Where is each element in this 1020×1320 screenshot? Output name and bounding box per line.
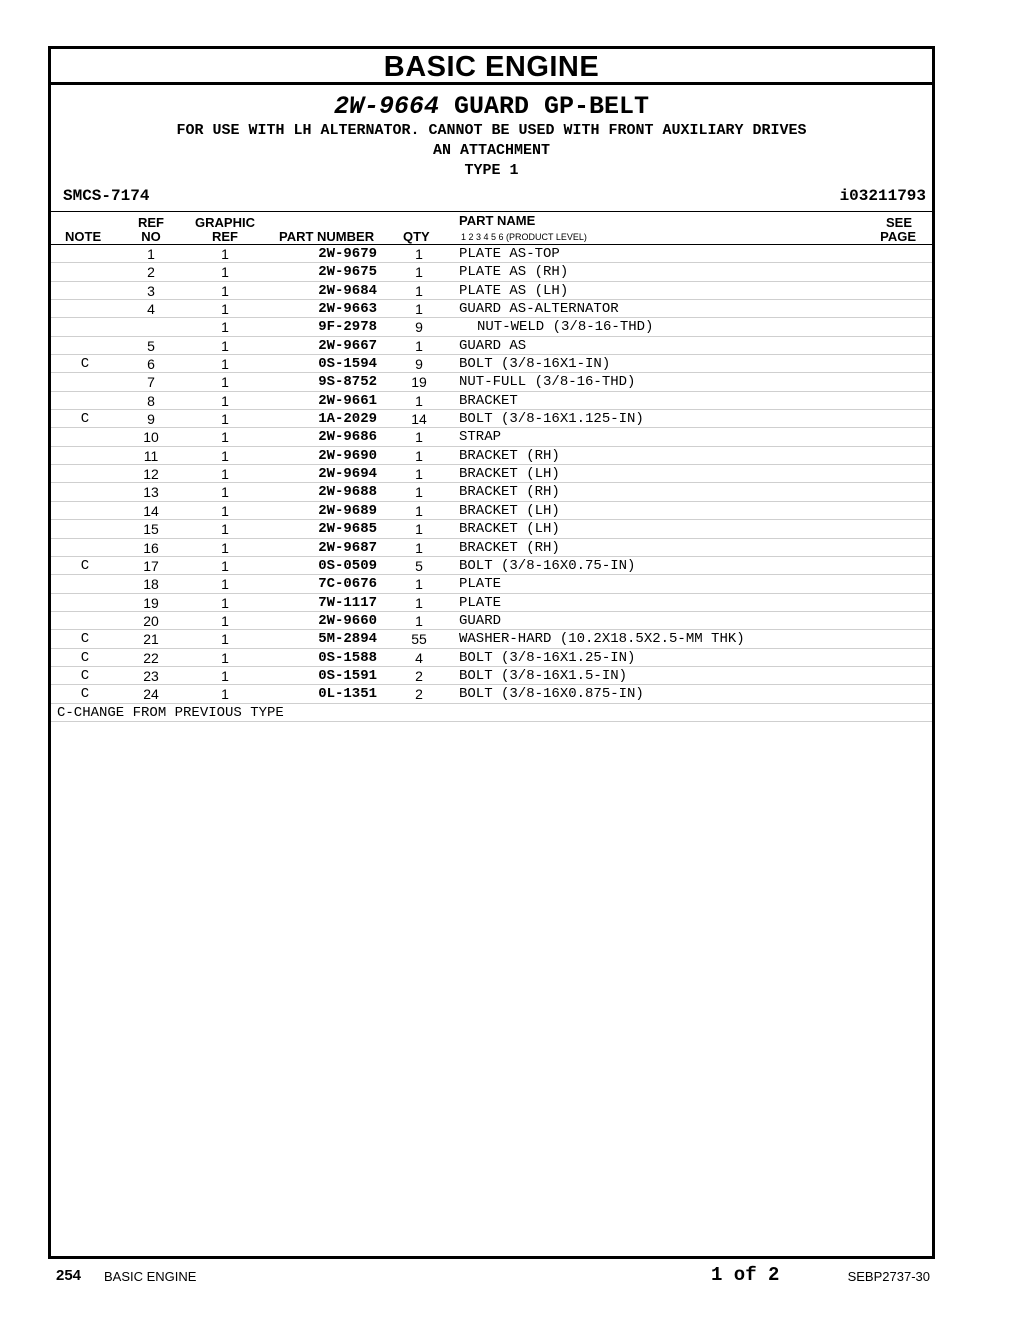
cell-part-name: BRACKET (LH) <box>459 466 560 483</box>
cell-qty: 1 <box>415 576 423 593</box>
cell-part-name: STRAP <box>459 429 502 446</box>
cell-part-number: 7C-0676 <box>318 576 377 593</box>
cell-part-name: PLATE AS-TOP <box>459 246 560 262</box>
cell-qty: 1 <box>415 502 423 519</box>
header-see-bottom: PAGE <box>880 229 916 244</box>
cell-qty: 1 <box>415 521 423 538</box>
cell-part-name: BOLT (3/8-16X1.25-IN) <box>459 649 636 666</box>
cell-ref-no: 4 <box>147 301 155 318</box>
table-row <box>51 447 932 465</box>
cell-graphic-ref: 1 <box>221 612 229 629</box>
cell-note: C <box>80 649 90 666</box>
table-row <box>51 428 932 446</box>
cell-part-number: 2W-9690 <box>318 447 377 464</box>
table-row <box>51 392 932 410</box>
cell-graphic-ref: 1 <box>221 411 229 428</box>
cell-part-name: BRACKET (LH) <box>459 502 560 519</box>
cell-ref-no: 5 <box>147 337 155 354</box>
table-row <box>51 300 932 318</box>
cell-part-name: GUARD AS <box>459 337 527 354</box>
cell-qty: 4 <box>415 649 423 666</box>
smcs-code: SMCS-7174 <box>63 187 150 205</box>
table-header <box>51 211 932 245</box>
cell-part-name: BOLT (3/8-16X1.125-IN) <box>459 411 644 428</box>
cell-part-name: PLATE AS (RH) <box>459 264 569 281</box>
cell-part-name: GUARD <box>459 612 502 629</box>
cell-ref-no: 10 <box>143 429 159 446</box>
cell-part-number: 0S-1591 <box>318 667 377 684</box>
cell-part-name: PLATE <box>459 576 502 593</box>
cell-ref-no: 20 <box>143 612 159 629</box>
table-row <box>51 263 932 281</box>
cell-qty: 1 <box>415 429 423 446</box>
cell-qty: 1 <box>415 484 423 501</box>
cell-qty: 1 <box>415 612 423 629</box>
cell-graphic-ref: 1 <box>221 484 229 501</box>
table-row <box>51 483 932 501</box>
cell-qty: 1 <box>415 301 423 318</box>
cell-qty: 2 <box>415 686 423 703</box>
header-see-top: SEE <box>885 215 912 230</box>
page-title: BASIC ENGINE <box>51 49 932 85</box>
footer-section-label: BASIC ENGINE <box>104 1269 197 1284</box>
cell-ref-no: 3 <box>147 282 155 299</box>
cell-qty: 2 <box>415 667 423 684</box>
cell-graphic-ref: 1 <box>221 466 229 483</box>
cell-graphic-ref: 1 <box>221 429 229 446</box>
cell-graphic-ref: 1 <box>221 502 229 519</box>
group-note-line-2: AN ATTACHMENT <box>432 142 551 159</box>
group-type: TYPE 1 <box>464 162 519 179</box>
cell-graphic-ref: 1 <box>221 319 229 336</box>
cell-ref-no: 2 <box>147 264 155 281</box>
table-row <box>51 557 932 575</box>
cell-qty: 1 <box>415 337 423 354</box>
cell-graphic-ref: 1 <box>221 594 229 611</box>
header-part-number: PART NUMBER <box>279 229 375 244</box>
cell-part-name: BOLT (3/8-16X0.75-IN) <box>459 557 636 574</box>
cell-part-name: WASHER-HARD (10.2X18.5X2.5-MM THK) <box>459 631 745 648</box>
cell-ref-no: 1 <box>147 246 155 262</box>
cell-graphic-ref: 1 <box>221 686 229 703</box>
cell-qty: 1 <box>415 392 423 409</box>
cell-note: C <box>80 686 90 703</box>
cell-part-number: 2W-9663 <box>318 301 377 318</box>
cell-part-name: BRACKET <box>459 392 518 409</box>
header-part-name: PART NAME <box>459 213 536 228</box>
table-row <box>51 667 932 685</box>
table-row <box>51 502 932 520</box>
table-row <box>51 373 932 391</box>
cell-ref-no: 15 <box>143 521 159 538</box>
cell-part-number: 2W-9687 <box>318 539 377 556</box>
table-row <box>51 630 932 648</box>
cell-part-number: 2W-9661 <box>318 392 377 409</box>
cell-graphic-ref: 1 <box>221 521 229 538</box>
cell-graphic-ref: 1 <box>221 576 229 593</box>
cell-part-name: BOLT (3/8-16X1-IN) <box>459 356 611 373</box>
cell-part-number: 7W-1117 <box>318 594 377 611</box>
cell-part-name: BRACKET (RH) <box>459 447 560 464</box>
cell-part-name: BOLT (3/8-16X1.5-IN) <box>459 667 628 684</box>
cell-part-name: NUT-FULL (3/8-16-THD) <box>459 374 636 391</box>
cell-part-name: BRACKET (LH) <box>459 521 560 538</box>
cell-part-name: BRACKET (RH) <box>459 484 560 501</box>
table-row <box>51 685 932 703</box>
cell-graphic-ref: 1 <box>221 392 229 409</box>
cell-ref-no: 11 <box>143 447 159 464</box>
table-row <box>51 649 932 667</box>
page-of-count: 1 of 2 <box>711 1264 780 1286</box>
cell-qty: 1 <box>415 246 423 262</box>
cell-part-number: 2W-9694 <box>318 466 377 483</box>
cell-part-number: 9S-8752 <box>318 374 377 391</box>
cell-qty: 1 <box>415 539 423 556</box>
cell-graphic-ref: 1 <box>221 667 229 684</box>
cell-part-number: 2W-9689 <box>318 502 377 519</box>
parts-table <box>51 211 932 722</box>
cell-part-name: BRACKET (RH) <box>459 539 560 556</box>
cell-ref-no: 13 <box>143 484 159 501</box>
header-ref-top: REF <box>138 215 164 230</box>
cell-qty: 1 <box>415 282 423 299</box>
header-qty: QTY <box>403 229 430 244</box>
table-row <box>51 539 932 557</box>
table-row <box>51 594 932 612</box>
table-row <box>51 575 932 593</box>
cell-graphic-ref: 1 <box>221 246 229 262</box>
cell-part-number: 2W-9684 <box>318 282 377 299</box>
cell-part-number: 2W-9685 <box>318 521 377 538</box>
cell-part-number: 2W-9675 <box>318 264 377 281</box>
cell-ref-no: 18 <box>143 576 159 593</box>
cell-ref-no: 23 <box>143 667 159 684</box>
cell-note: C <box>80 411 90 428</box>
meta-row <box>63 187 926 207</box>
cell-graphic-ref: 1 <box>221 282 229 299</box>
header-graphic-top: GRAPHIC <box>195 215 255 230</box>
cell-qty: 1 <box>415 594 423 611</box>
cell-ref-no: 7 <box>147 374 155 391</box>
group-title <box>51 93 932 121</box>
table-row <box>51 282 932 300</box>
group-heading <box>51 85 932 181</box>
illustration-id: i03211793 <box>839 187 926 205</box>
cell-ref-no: 24 <box>143 686 159 703</box>
header-note: NOTE <box>65 229 102 244</box>
cell-ref-no: 8 <box>147 392 155 409</box>
cell-qty: 55 <box>411 631 427 648</box>
cell-qty: 1 <box>415 264 423 281</box>
cell-graphic-ref: 1 <box>221 264 229 281</box>
cell-part-number: 2W-9660 <box>318 612 377 629</box>
cell-ref-no: 6 <box>147 356 155 373</box>
cell-graphic-ref: 1 <box>221 649 229 666</box>
cell-graphic-ref: 1 <box>221 374 229 391</box>
table-row <box>51 318 932 336</box>
cell-part-number: 2W-9686 <box>318 429 377 446</box>
cell-ref-no: 9 <box>147 411 155 428</box>
table-row <box>51 355 932 373</box>
cell-ref-no: 19 <box>143 594 159 611</box>
cell-qty: 9 <box>415 356 423 373</box>
cell-graphic-ref: 1 <box>221 337 229 354</box>
cell-part-number: 0L-1351 <box>318 686 377 703</box>
cell-part-number: 0S-0509 <box>318 557 377 574</box>
cell-qty: 1 <box>415 447 423 464</box>
cell-part-name: PLATE <box>459 594 502 611</box>
cell-note: C <box>80 356 90 373</box>
cell-ref-no: 21 <box>143 631 159 648</box>
cell-qty: 1 <box>415 466 423 483</box>
document-code: SEBP2737-30 <box>847 1269 930 1284</box>
cell-note: C <box>80 667 90 684</box>
page-footer <box>56 1262 930 1290</box>
cell-graphic-ref: 1 <box>221 356 229 373</box>
group-part-number: 2W-9664 <box>333 92 439 121</box>
header-product-level: 1 2 3 4 5 6 (PRODUCT LEVEL) <box>461 232 587 242</box>
group-note-line-1: FOR USE WITH LH ALTERNATOR. CANNOT BE USED WITH FRONT AUXILIARY DRIVES <box>176 122 807 139</box>
table-row <box>51 465 932 483</box>
cell-note: C <box>80 557 90 574</box>
cell-part-name: GUARD AS-ALTERNATOR <box>459 301 619 318</box>
cell-graphic-ref: 1 <box>221 539 229 556</box>
table-footnote <box>51 704 932 722</box>
table-row <box>51 612 932 630</box>
table-row <box>51 337 932 355</box>
group-name: GUARD GP-BELT <box>454 92 650 121</box>
table-row <box>51 245 932 263</box>
cell-note: C <box>80 631 90 648</box>
header-ref-bottom: NO <box>141 229 161 244</box>
cell-part-number: 0S-1588 <box>318 649 377 666</box>
page-number: 254 <box>56 1267 82 1284</box>
cell-qty: 9 <box>415 319 423 336</box>
cell-part-number: 2W-9679 <box>318 246 377 262</box>
cell-graphic-ref: 1 <box>221 447 229 464</box>
cell-ref-no: 22 <box>143 649 159 666</box>
cell-part-name: PLATE AS (LH) <box>459 282 569 299</box>
cell-ref-no: 17 <box>143 557 159 574</box>
cell-part-number: 5M-2894 <box>318 631 377 648</box>
cell-part-name: NUT-WELD (3/8-16-THD) <box>477 319 654 336</box>
cell-part-name: BOLT (3/8-16X0.875-IN) <box>459 686 644 703</box>
cell-part-number: 2W-9688 <box>318 484 377 501</box>
parts-list-frame <box>48 46 935 1259</box>
cell-part-number: 9F-2978 <box>318 319 377 336</box>
cell-qty: 14 <box>411 411 427 428</box>
table-body <box>51 245 932 722</box>
cell-part-number: 1A-2029 <box>318 411 377 428</box>
footnote-text: C-CHANGE FROM PREVIOUS TYPE <box>57 704 284 721</box>
cell-graphic-ref: 1 <box>221 301 229 318</box>
cell-ref-no: 12 <box>143 466 159 483</box>
table-row <box>51 410 932 428</box>
cell-ref-no: 16 <box>143 539 159 556</box>
cell-graphic-ref: 1 <box>221 631 229 648</box>
cell-ref-no: 14 <box>143 502 159 519</box>
cell-qty: 19 <box>411 374 427 391</box>
cell-graphic-ref: 1 <box>221 557 229 574</box>
table-row <box>51 520 932 538</box>
cell-part-number: 0S-1594 <box>318 356 377 373</box>
cell-qty: 5 <box>415 557 423 574</box>
cell-part-number: 2W-9667 <box>318 337 377 354</box>
header-graphic-bottom: REF <box>212 229 238 244</box>
